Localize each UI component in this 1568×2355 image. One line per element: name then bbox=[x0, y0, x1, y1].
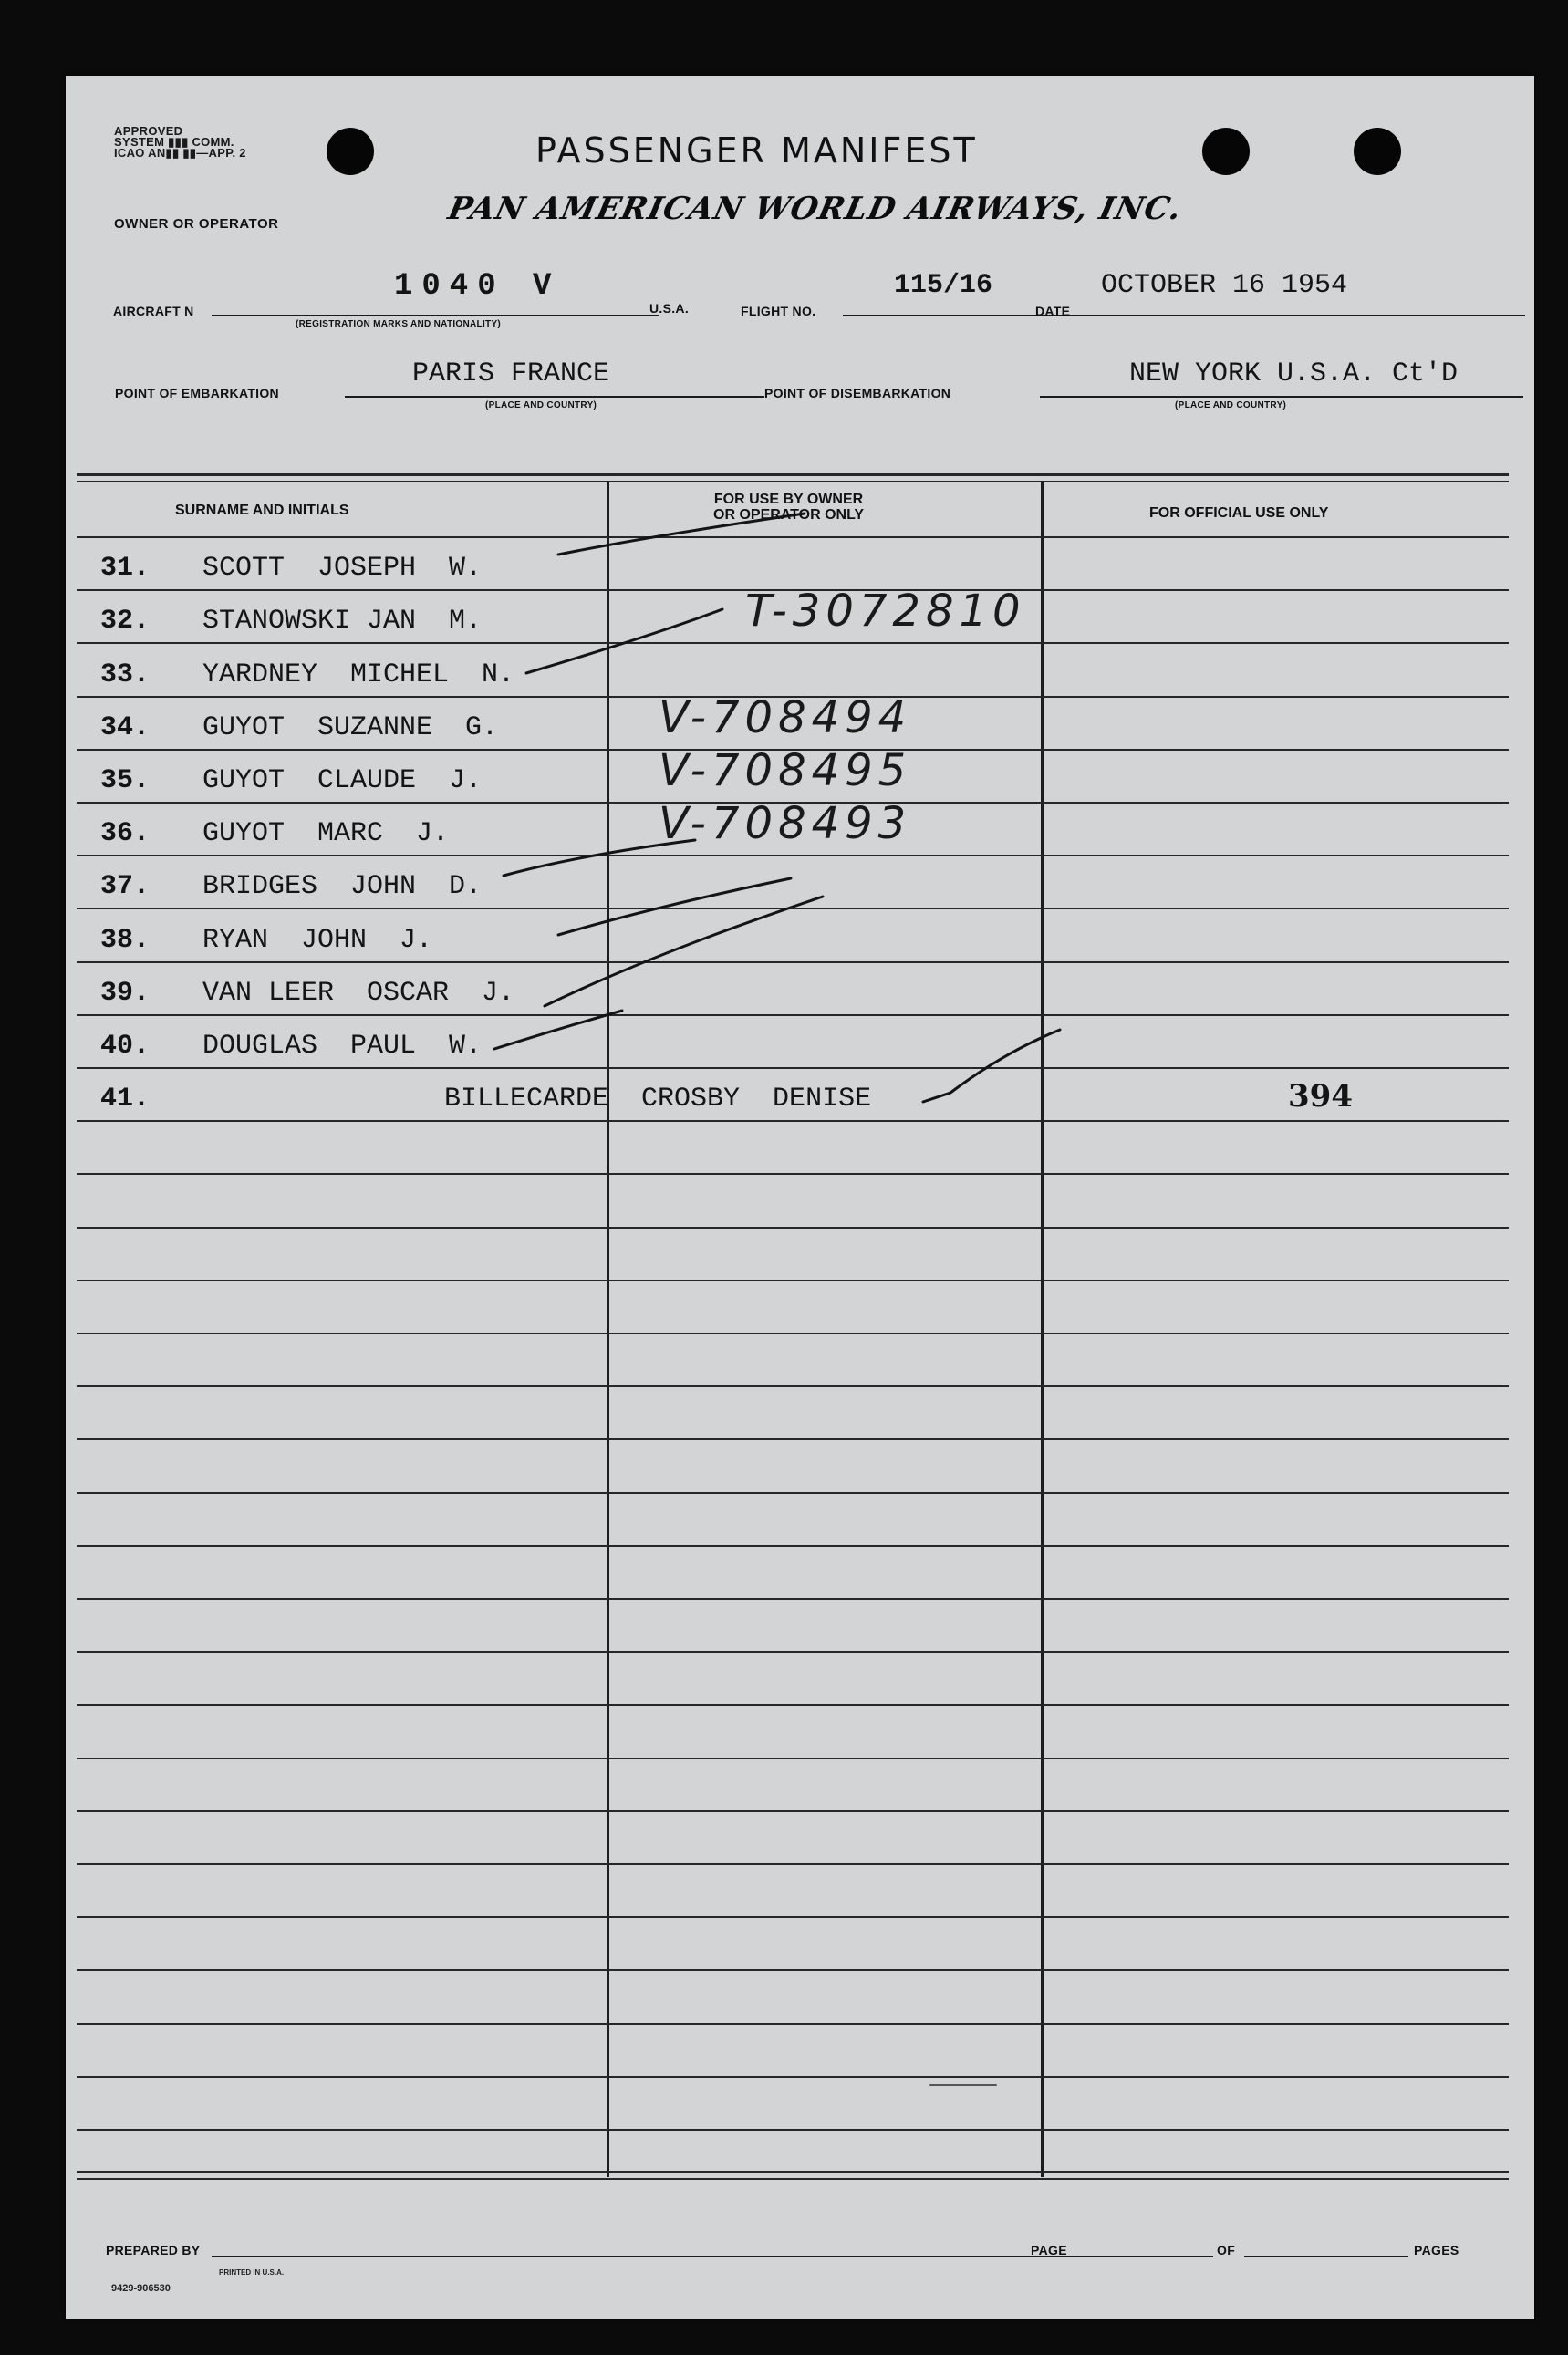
passenger-number: 32. bbox=[100, 606, 151, 637]
form-title: PASSENGER MANIFEST bbox=[535, 130, 978, 171]
aircraft-label: AIRCRAFT N bbox=[113, 304, 194, 318]
disembark-label: POINT OF DISEMBARKATION bbox=[764, 386, 951, 400]
passenger-number: 41. bbox=[100, 1084, 151, 1115]
manifest-sheet bbox=[66, 76, 1534, 2319]
owner-use-entry: V-708494 bbox=[659, 692, 912, 743]
prepared-by-line bbox=[212, 2256, 1096, 2257]
check-mark-31 bbox=[558, 514, 805, 555]
passenger-number: 38. bbox=[100, 925, 151, 956]
passenger-number: 39. bbox=[100, 978, 151, 1009]
date-value: OCTOBER 16 1954 bbox=[1101, 270, 1348, 301]
check-mark-33 bbox=[526, 609, 722, 673]
disembark-value: NEW YORK U.S.A. Ct'D bbox=[1129, 358, 1459, 389]
passenger-name: YARDNEY MICHEL N. bbox=[202, 659, 515, 690]
passenger-name: STANOWSKI JAN M. bbox=[202, 606, 483, 637]
check-mark-38 bbox=[558, 878, 791, 935]
owner-use-entry: V-708493 bbox=[659, 798, 912, 849]
printed-stamp: PRINTED IN U.S.A. bbox=[219, 2268, 285, 2277]
embark-label: POINT OF EMBARKATION bbox=[115, 386, 279, 400]
passenger-number: 40. bbox=[100, 1031, 151, 1062]
passenger-name: GUYOT CLAUDE J. bbox=[202, 765, 483, 796]
owner-use-entry: V-708495 bbox=[659, 745, 912, 796]
passenger-name: GUYOT SUZANNE G. bbox=[202, 712, 499, 743]
page-label: PAGE bbox=[1031, 2243, 1067, 2257]
passenger-name: DOUGLAS PAUL W. bbox=[202, 1031, 483, 1062]
page-line bbox=[1076, 2256, 1213, 2257]
passenger-number: 31. bbox=[100, 553, 151, 584]
handwritten-check-marks bbox=[66, 76, 1534, 2319]
embark-place-note: (PLACE AND COUNTRY) bbox=[485, 400, 597, 410]
of-line bbox=[1244, 2256, 1408, 2257]
official-use-entry: 394 bbox=[1288, 1078, 1353, 1115]
check-mark-40 bbox=[494, 1011, 622, 1049]
col-header-owner-line2: OR OPERATOR ONLY bbox=[713, 507, 865, 523]
of-label: OF bbox=[1217, 2243, 1236, 2257]
col-header-official: FOR OFFICIAL USE ONLY bbox=[1149, 505, 1329, 521]
embark-value: PARIS FRANCE bbox=[412, 358, 610, 389]
passenger-name: VAN LEER OSCAR J. bbox=[202, 978, 515, 1009]
passenger-name: SCOTT JOSEPH W. bbox=[202, 553, 483, 584]
approval-line-3: ICAO AN▮▮ ▮▮—APP. 2 bbox=[114, 146, 246, 160]
usa-label: U.S.A. bbox=[649, 301, 690, 316]
operator-name: PAN AMERICAN WORLD AIRWAYS, INC. bbox=[444, 191, 1186, 227]
registration-note: (REGISTRATION MARKS AND NATIONALITY) bbox=[296, 319, 502, 329]
passenger-number: 37. bbox=[100, 871, 151, 902]
check-mark-37 bbox=[504, 840, 695, 876]
date-label: DATE bbox=[1035, 304, 1071, 318]
form-number: 9429-906530 bbox=[111, 2283, 171, 2294]
passenger-name: BRIDGES JOHN D. bbox=[202, 871, 483, 902]
col-header-owner-line1: FOR USE BY OWNER bbox=[713, 492, 864, 507]
aircraft-value: 1040 V bbox=[394, 269, 561, 304]
approval-line-1: APPROVED bbox=[114, 124, 183, 138]
passenger-name: BILLECARDE CROSBY DENISE bbox=[444, 1084, 872, 1115]
check-mark-41 bbox=[923, 1030, 1060, 1102]
flight-label: FLIGHT NO. bbox=[741, 304, 816, 318]
passenger-name: GUYOT MARC J. bbox=[202, 818, 450, 849]
passenger-number: 36. bbox=[100, 818, 151, 849]
disembark-place-note: (PLACE AND COUNTRY) bbox=[1175, 400, 1287, 410]
col-header-surname: SURNAME AND INITIALS bbox=[175, 503, 349, 518]
owner-label: OWNER OR OPERATOR bbox=[114, 216, 279, 232]
passenger-number: 33. bbox=[100, 659, 151, 690]
passenger-name: RYAN JOHN J. bbox=[202, 925, 433, 956]
prepared-by-label: PREPARED BY bbox=[106, 2243, 201, 2257]
flight-value: 115/16 bbox=[894, 270, 993, 301]
pages-label: PAGES bbox=[1414, 2243, 1459, 2257]
owner-use-entry: T-3072810 bbox=[745, 586, 1026, 637]
check-mark-39 bbox=[545, 897, 823, 1006]
passenger-number: 34. bbox=[100, 712, 151, 743]
passenger-number: 35. bbox=[100, 765, 151, 796]
approval-line-2: SYSTEM ▮▮▮ COMM. bbox=[114, 135, 234, 149]
